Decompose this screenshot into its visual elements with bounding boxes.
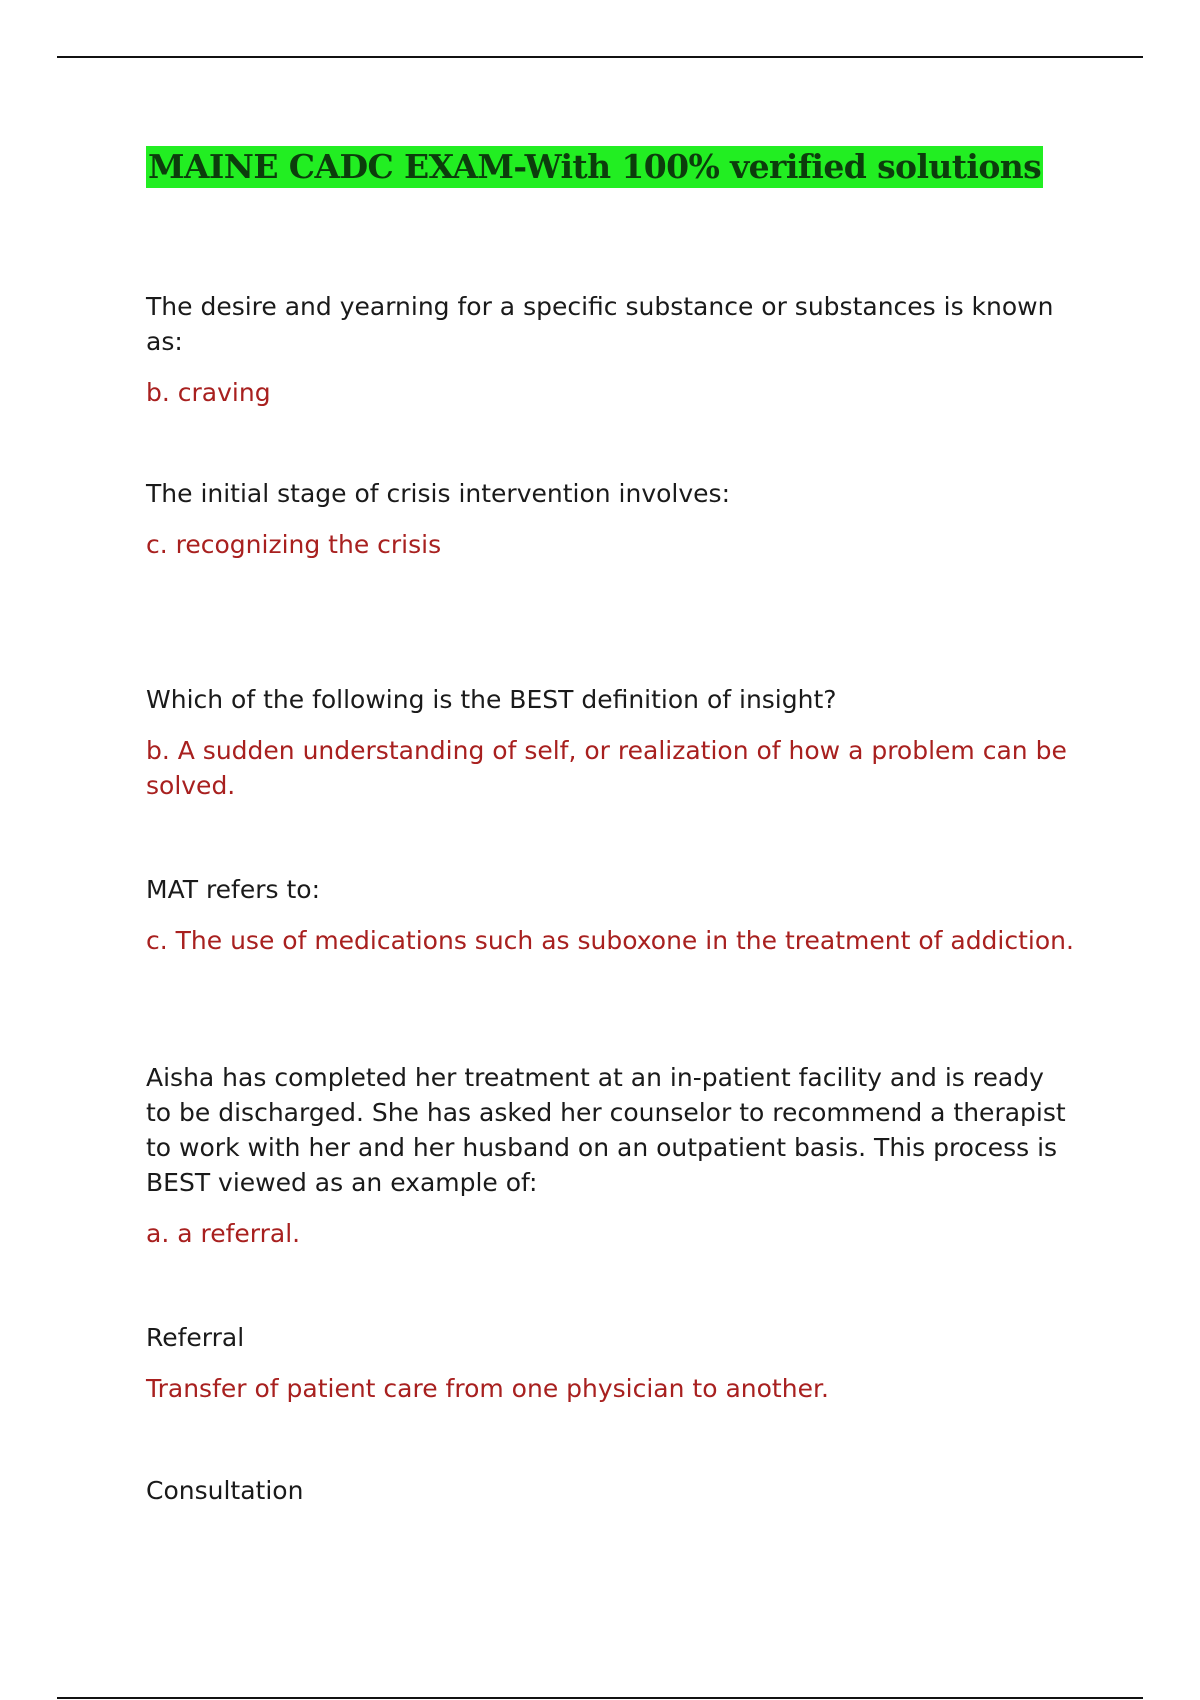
question-text: MAT refers to:: [146, 875, 321, 904]
qa-item: [146, 872, 1076, 958]
answer-text: c. The use of medications such as suboxone in the treatment of addiction.: [146, 926, 1074, 955]
answer-text: Transfer of patient care from one physician to another.: [146, 1374, 829, 1403]
answer-text: c. recognizing the crisis: [146, 530, 442, 559]
question-text: Consultation: [146, 1476, 304, 1505]
bottom-divider: [57, 1697, 1143, 1699]
question-text: The initial stage of crisis intervention involves:: [146, 479, 730, 508]
question-text: Aisha has completed her treatment at an in-patient facility and is ready to be discharged. She has asked her counselor to recommend a therapist to work with her and her husband on an outpatient basis. This process is BEST viewed as an example of:: [146, 1063, 1066, 1197]
page-title: MAINE CADC EXAM-With 100% verified solutions: [148, 147, 1042, 186]
qa-item: [146, 682, 1076, 803]
answer-text: b. craving: [146, 378, 271, 407]
question-text: Which of the following is the BEST definition of insight?: [146, 685, 837, 714]
qa-item: [146, 476, 1076, 562]
answer-text: b. A sudden understanding of self, or realization of how a problem can be solved.: [146, 736, 1067, 800]
top-divider: [57, 56, 1143, 58]
question-text: The desire and yearning for a specific substance or substances is known as:: [146, 292, 1054, 356]
qa-item: [146, 289, 1076, 410]
qa-item: [146, 1320, 1076, 1406]
qa-item: [146, 1060, 1076, 1251]
question-text: Referral: [146, 1323, 245, 1352]
answer-text: a. a referral.: [146, 1219, 301, 1248]
title-block: [146, 146, 1043, 188]
qa-item: [146, 1473, 1076, 1508]
